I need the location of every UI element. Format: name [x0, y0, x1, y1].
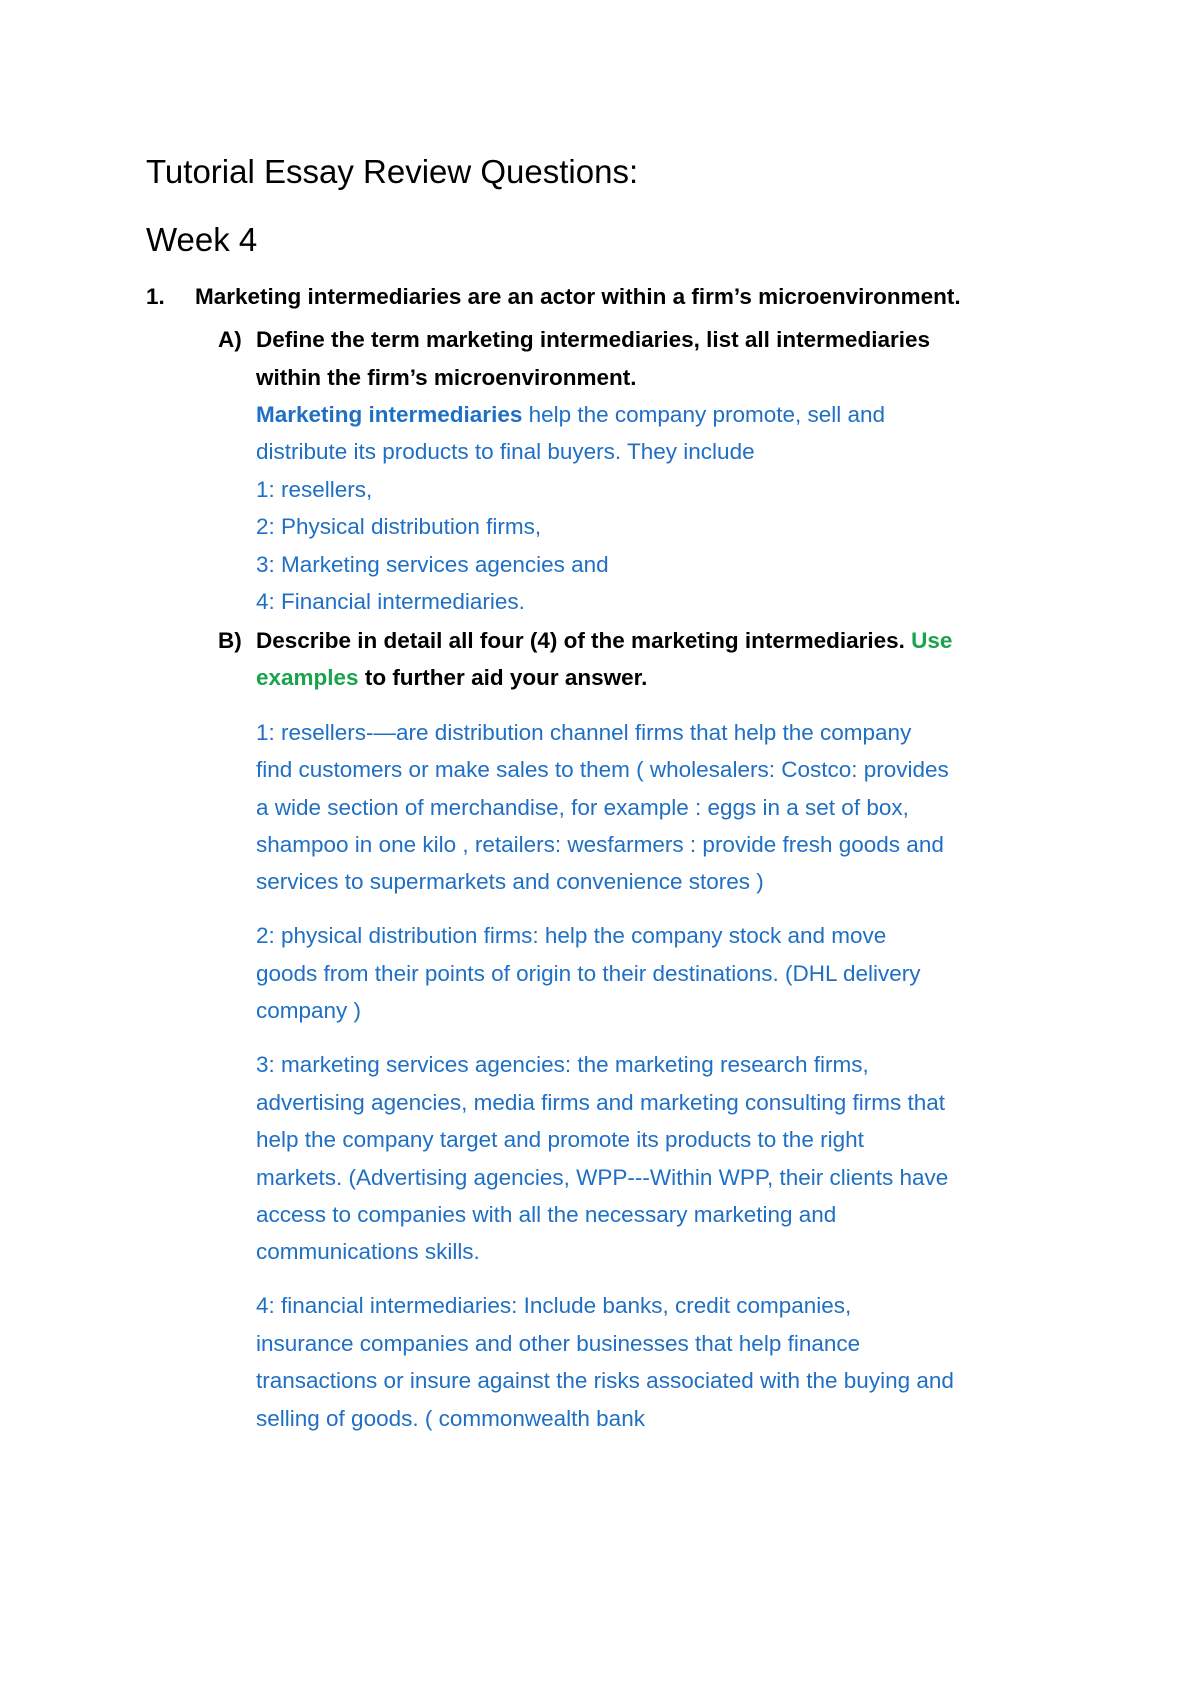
- document-title: Tutorial Essay Review Questions:: [146, 153, 639, 190]
- answer-line: advertising agencies, media firms and marketing consulting firms that: [256, 1090, 946, 1115]
- answer-line: 2: physical distribution firms: help the company stock and move: [256, 923, 887, 948]
- answer-line: a wide section of merchandise, for example : eggs in a set of box,: [256, 795, 909, 820]
- part-a-question-line2: within the firm’s microenvironment.: [256, 365, 637, 390]
- examples-highlight: examples: [256, 665, 359, 690]
- part-b-question-text: Describe in detail all four (4) of the marketing intermediaries.: [256, 628, 912, 653]
- week-heading: Week 4: [146, 221, 258, 258]
- answer-line: access to companies with all the necessary marketing and: [256, 1202, 837, 1227]
- answer-line: goods from their points of origin to their destinations. (DHL delivery: [256, 961, 921, 986]
- answer-line: markets. (Advertising agencies, WPP---Within WPP, their clients have: [256, 1165, 949, 1190]
- list-item: 1: resellers,: [256, 477, 373, 502]
- use-highlight: Use: [911, 628, 953, 653]
- part-b-question-line2: [256, 663, 647, 693]
- answer-line: services to supermarkets and convenience stores ): [256, 869, 764, 894]
- answer-line: find customers or make sales to them ( wholesalers: Costco: provides: [256, 757, 949, 782]
- answer-line: shampoo in one kilo , retailers: wesfarmers : provide fresh goods and: [256, 832, 944, 857]
- answer-line: 3: marketing services agencies: the marketing research firms,: [256, 1052, 869, 1077]
- part-b-question-rest: to further aid your answer.: [358, 665, 648, 690]
- answer-line: insurance companies and other businesses that help finance: [256, 1331, 861, 1356]
- part-b-label: B): [218, 628, 242, 653]
- question-text: Marketing intermediaries are an actor within a firm’s microenvironment.: [195, 284, 961, 309]
- answer-line: help the company target and promote its products to the right: [256, 1127, 864, 1152]
- answer-line: 4: financial intermediaries: Include banks, credit companies,: [256, 1293, 852, 1318]
- answer-line: 1: resellers-—are distribution channel firms that help the company: [256, 720, 912, 745]
- answer-line: company ): [256, 998, 362, 1023]
- answer-line: selling of goods. ( commonwealth bank: [256, 1406, 645, 1431]
- list-item: 4: Financial intermediaries.: [256, 589, 525, 614]
- part-b-question-line1: [256, 626, 952, 656]
- list-item: 3: Marketing services agencies and: [256, 552, 609, 577]
- answer-definition: help the company promote, sell and: [522, 402, 886, 427]
- answer-line: transactions or insure against the risks associated with the buying and: [256, 1368, 954, 1393]
- answer-term: Marketing intermediaries: [256, 402, 523, 427]
- question-number: 1.: [146, 284, 165, 309]
- part-a-answer-line2: distribute its products to final buyers. They include: [256, 439, 755, 464]
- part-a-label: A): [218, 327, 242, 352]
- list-item: 2: Physical distribution firms,: [256, 514, 542, 539]
- part-a-answer-line1: [256, 400, 885, 430]
- answer-line: communications skills.: [256, 1239, 480, 1264]
- part-a-question-line1: Define the term marketing intermediaries, list all intermediaries: [256, 327, 930, 352]
